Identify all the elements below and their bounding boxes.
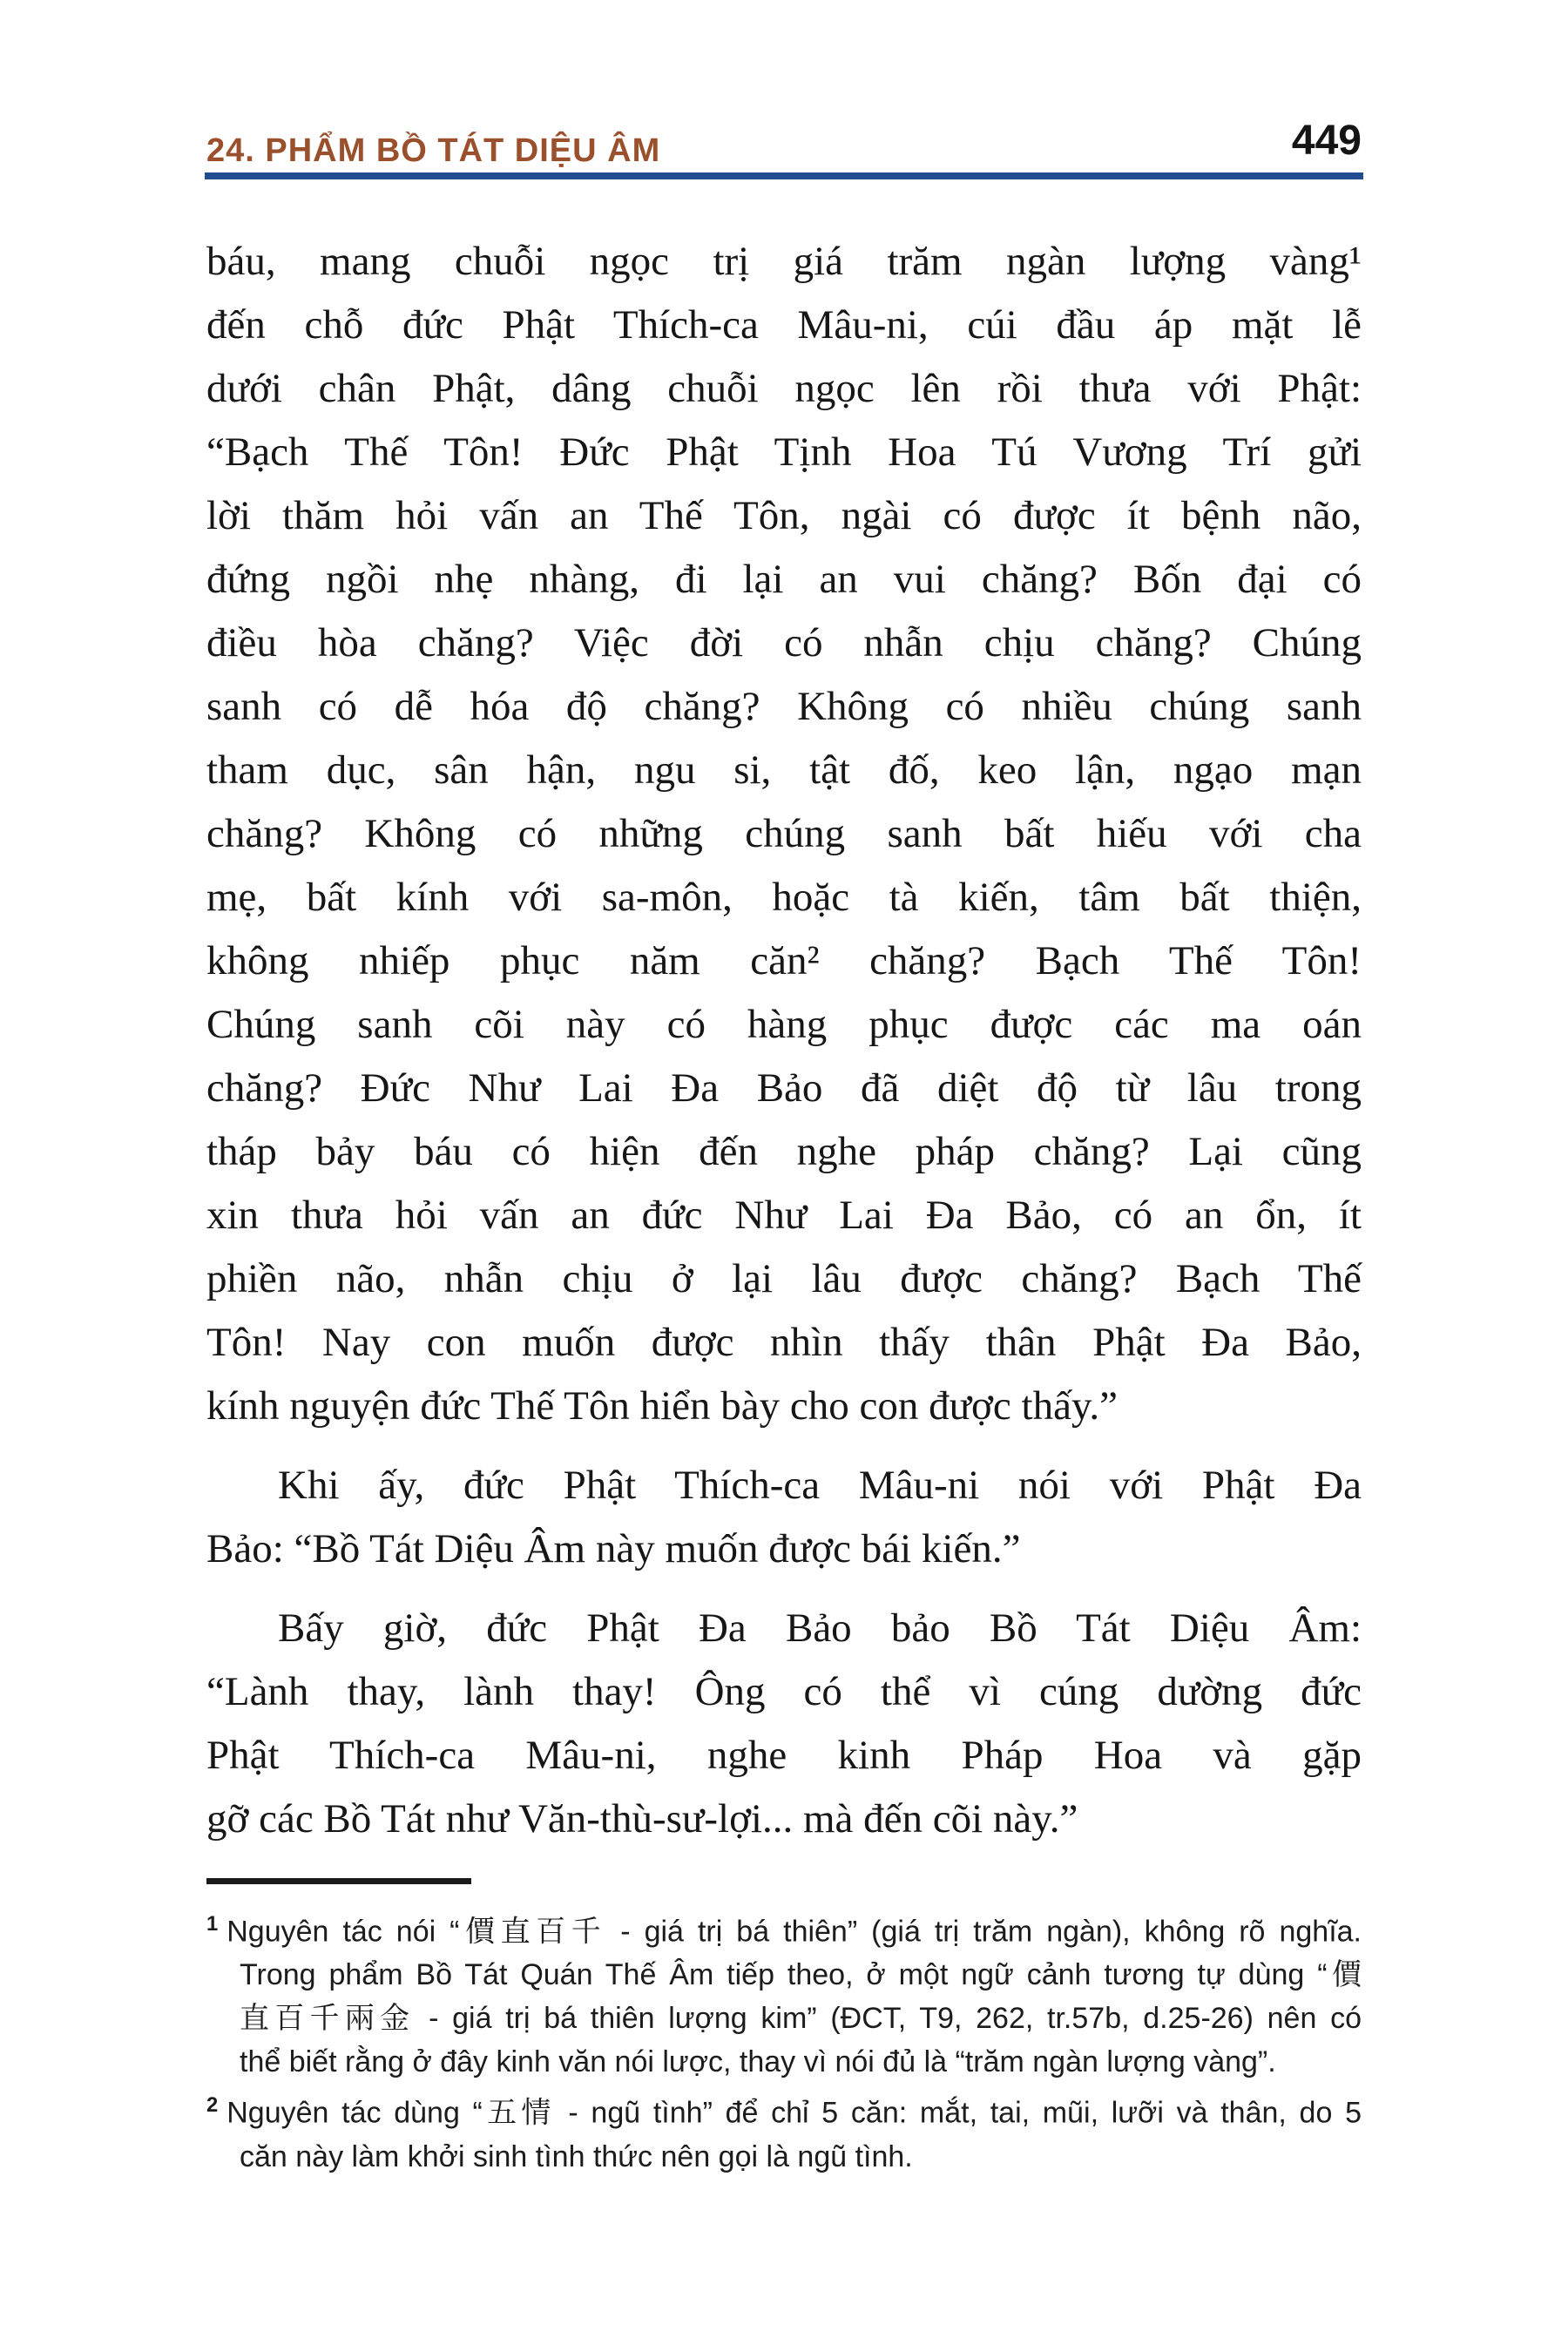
footnote-line: căn này làm khởi sinh tình thức nên gọi là ngũ tình. xyxy=(240,2139,913,2173)
text-line: Khi ấy, đức Phật Thích-ca Mâu-ni nói với Phật Đa xyxy=(278,1463,1362,1508)
text-line: đứng ngồi nhẹ nhàng, đi lại an vui chăng? Bốn đại có xyxy=(206,557,1362,602)
text-line: phiền não, nhẫn chịu ở lại lâu được chăng? Bạch Thế xyxy=(206,1256,1362,1301)
text-line: chăng? Không có những chúng sanh bất hiếu với cha xyxy=(206,811,1362,856)
paragraph xyxy=(206,230,1362,1438)
footnote xyxy=(206,2084,1362,2178)
footnote-line: Trong phẩm Bồ Tát Quán Thế Âm tiếp theo, ở một ngữ cảnh tương tự dùng “價 xyxy=(240,1958,1362,1992)
text-line: Bảo: “Bồ Tát Diệu Âm này muốn được bái kiến.” xyxy=(206,1526,1021,1571)
text-line: gỡ các Bồ Tát như Văn-thù-sư-lợi... mà đến cõi này.” xyxy=(206,1796,1078,1842)
footnote-line: $^2$ Nguyên tác dùng “五情 - ngũ tình” để chỉ 5 căn: mắt, tai, mũi, lưỡi và thân, do 5 xyxy=(206,2093,1362,2130)
page-number: 449 xyxy=(1291,118,1362,164)
text-line: Tôn! Nay con muốn được nhìn thấy thân Phật Đa Bảo, xyxy=(206,1320,1362,1365)
text-line: tham dục, sân hận, ngu si, tật đố, keo lận, ngạo mạn xyxy=(206,747,1362,793)
footnote-marker: 1 xyxy=(206,1912,219,1936)
text-line: điều hòa chăng? Việc đời có nhẫn chịu chăng? Chúng xyxy=(206,620,1362,666)
text-line: mẹ, bất kính với sa-môn, hoặc tà kiến, tâm bất thiện, xyxy=(206,875,1362,920)
paragraph xyxy=(206,1454,1362,1581)
text-line: kính nguyện đức Thế Tôn hiển bày cho con được thấy.” xyxy=(206,1383,1119,1429)
text-line: Bấy giờ, đức Phật Đa Bảo bảo Bồ Tát Diệu Âm: xyxy=(278,1605,1362,1651)
footnotes xyxy=(206,1903,1362,2179)
text-line: lời thăm hỏi vấn an Thế Tôn, ngài có được ít bệnh não, xyxy=(206,493,1362,538)
header-rule xyxy=(205,172,1363,179)
text-line: “Bạch Thế Tôn! Đức Phật Tịnh Hoa Tú Vương Trí gửi xyxy=(206,429,1362,475)
text-line: Phật Thích-ca Mâu-ni, nghe kinh Pháp Hoa và gặp xyxy=(206,1733,1362,1778)
body-text xyxy=(206,230,1362,1851)
text-line: báu, mang chuỗi ngọc trị giá trăm ngàn lượng vàng¹ xyxy=(206,239,1362,284)
text-line: chăng? Đức Như Lai Đa Bảo đã diệt độ từ lâu trong xyxy=(206,1065,1362,1111)
text-line: không nhiếp phục năm căn² chăng? Bạch Thế Tôn! xyxy=(206,938,1362,983)
footnote-marker: 2 xyxy=(206,2093,219,2118)
text-line: “Lành thay, lành thay! Ông có thể vì cúng dường đức xyxy=(206,1669,1362,1714)
footnote-line: $^1$ Nguyên tác nói “價直百千 - giá trị bá thiên” (giá trị trăm ngàn), không rõ nghĩa. xyxy=(206,1912,1362,1949)
chapter-title: 24. PHẨM BỒ TÁT DIỆU ÂM xyxy=(206,132,661,169)
footnote-separator xyxy=(206,1878,471,1884)
text-line: đến chỗ đức Phật Thích-ca Mâu-ni, cúi đầu áp mặt lễ xyxy=(206,302,1362,348)
text-line: Chúng sanh cõi này có hàng phục được các ma oán xyxy=(206,1002,1362,1047)
text-line: dưới chân Phật, dâng chuỗi ngọc lên rồi thưa với Phật: xyxy=(206,366,1362,411)
footnote-line: 直百千兩金 - giá trị bá thiên lượng kim” (ĐCT, T9, 262, tr.57b, d.25-26) nên có xyxy=(240,2002,1362,2036)
paragraph xyxy=(206,1597,1362,1851)
text-line: tháp bảy báu có hiện đến nghe pháp chăng? Lại cũng xyxy=(206,1129,1362,1174)
text-line: sanh có dễ hóa độ chăng? Không có nhiều chúng sanh xyxy=(206,684,1362,729)
text-line: xin thưa hỏi vấn an đức Như Lai Đa Bảo, có an ổn, ít xyxy=(206,1193,1362,1238)
footnote xyxy=(206,1903,1362,2084)
footnote-line: thể biết rằng ở đây kinh văn nói lược, thay vì nói đủ là “trăm ngàn lượng vàng”. xyxy=(240,2045,1276,2079)
